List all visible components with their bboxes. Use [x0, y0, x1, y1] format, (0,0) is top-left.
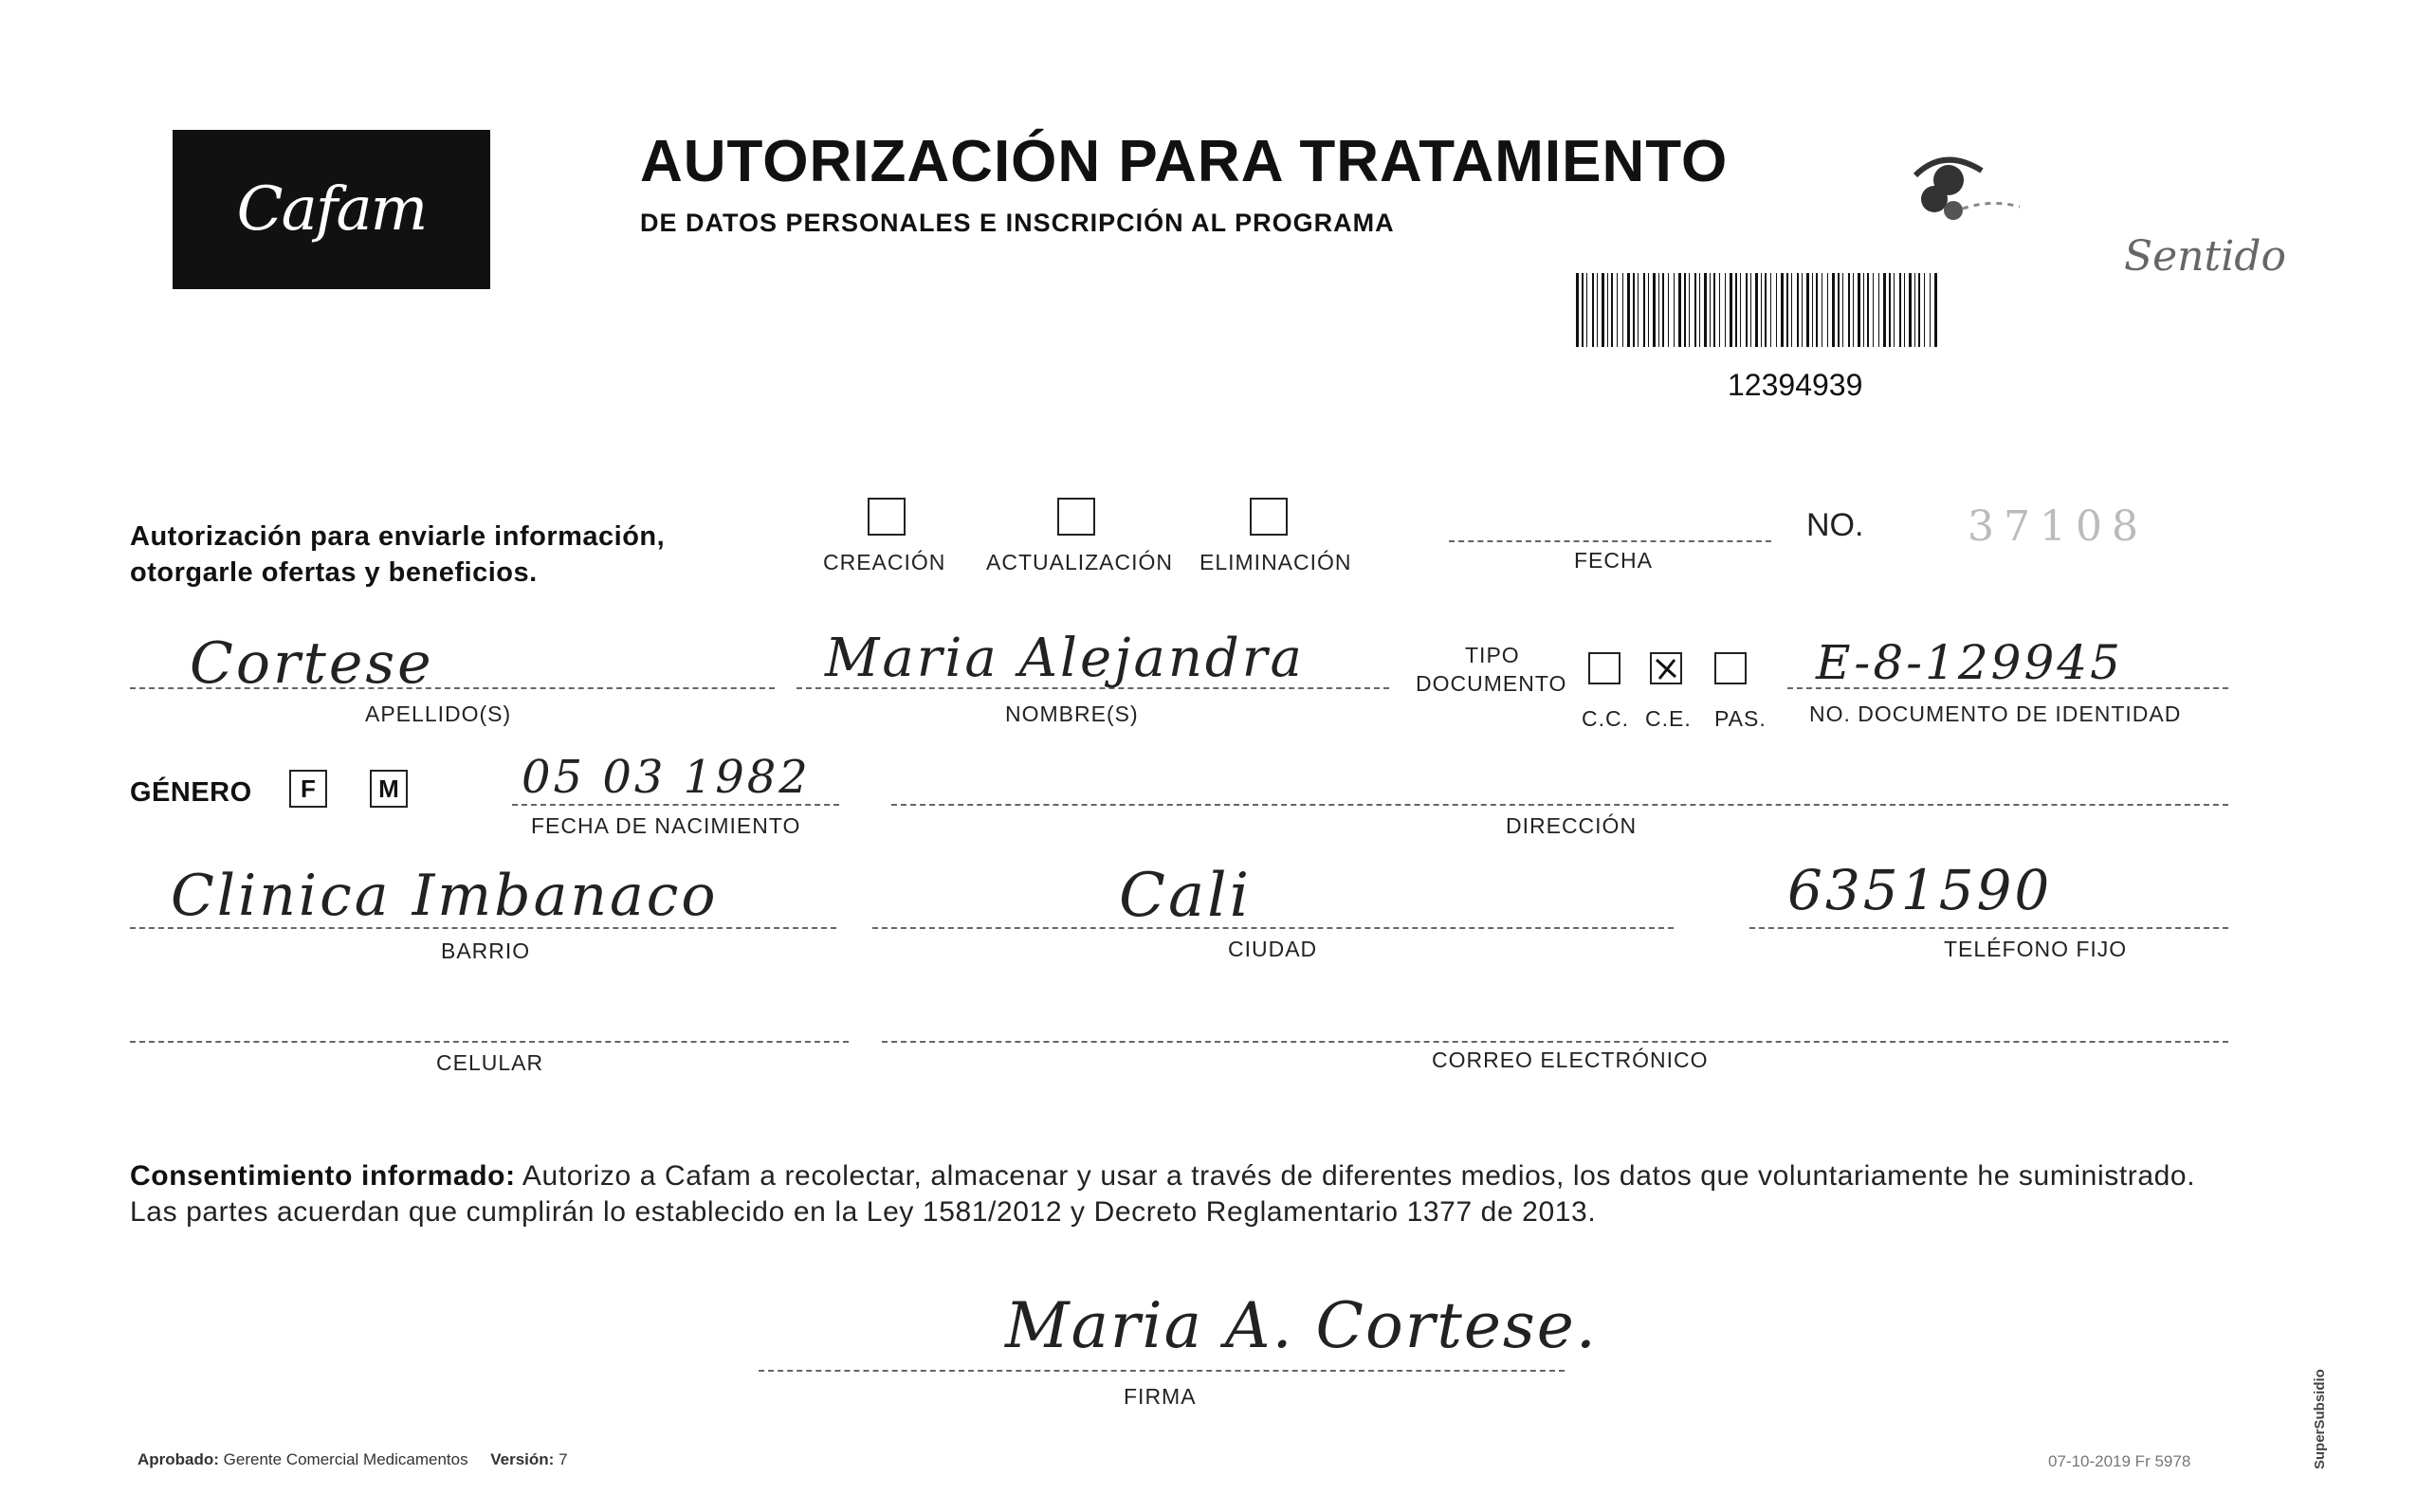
ciudad-value: Cali [1119, 861, 1253, 931]
barcode-bar [1622, 273, 1623, 347]
form-title: AUTORIZACIÓN PARA TRATAMIENTO [640, 129, 1729, 194]
barcode-bar [1658, 273, 1659, 347]
cafam-logo [173, 130, 490, 289]
pas-label: PAS. [1714, 706, 1767, 731]
barcode-bar [1889, 273, 1891, 347]
footer-left [137, 1450, 568, 1469]
nombre-value: Maria Alejandra [825, 628, 1305, 689]
creacion-label: CREACIÓN [823, 550, 946, 574]
telefono-label: TELÉFONO FIJO [1944, 937, 2128, 961]
barcode-bar [1725, 273, 1726, 347]
program-logo [1906, 142, 2286, 284]
footer-right: 07-10-2019 Fr 5978 [2048, 1452, 2191, 1470]
barcode-bar [1689, 273, 1690, 347]
logo-text: Cafam [236, 174, 427, 245]
cc-label: C.C. [1582, 706, 1629, 731]
barcode-bar [1858, 273, 1860, 347]
barcode-bar [1730, 273, 1732, 347]
barcode-bar [1586, 273, 1587, 347]
barcode-bar [1704, 273, 1707, 347]
correo-line[interactable] [882, 1041, 2228, 1043]
barcode-bar [1597, 273, 1598, 347]
genero-m-checkbox[interactable] [370, 770, 408, 808]
barcode-bar [1582, 273, 1584, 347]
barcode-bar [1765, 273, 1767, 347]
barcode-bar [1602, 273, 1604, 347]
barcode-bar [1918, 273, 1920, 347]
actualizacion-checkbox[interactable] [1057, 498, 1095, 536]
fecha-line[interactable] [1449, 540, 1771, 542]
barcode-bar [1617, 273, 1618, 347]
barcode-bar [1638, 273, 1639, 347]
barcode-bar [1899, 273, 1901, 347]
genero-f-checkbox[interactable] [289, 770, 327, 808]
barcode-bar [1832, 273, 1835, 347]
barcode-bar [1802, 273, 1803, 347]
barcode-bar [1770, 273, 1771, 347]
barcode-bar [1755, 273, 1758, 347]
barcode-bar [1930, 273, 1931, 347]
barcode-bar [1883, 273, 1886, 347]
ce-checkbox[interactable] [1650, 652, 1682, 684]
barcode-bar [1607, 273, 1608, 347]
barcode-bar [1848, 273, 1850, 347]
barcode-bar [1674, 273, 1675, 347]
barcode-bar [1934, 273, 1937, 347]
barcode-bar [1827, 273, 1828, 347]
barrio-label: BARRIO [441, 938, 531, 963]
barcode-bar [1643, 273, 1645, 347]
barcode-bar [1924, 273, 1925, 347]
fecha-nacimiento-label: FECHA DE NACIMIENTO [531, 813, 801, 838]
barcode-bar [1904, 273, 1905, 347]
barcode-bar [1797, 273, 1799, 347]
barcode-bar [1776, 273, 1777, 347]
barcode-bar [1842, 273, 1843, 347]
barcode-bar [1668, 273, 1669, 347]
barcode-bar [1816, 273, 1818, 347]
documento-value: E-8-129945 [1816, 635, 2123, 690]
barcode-bar [1746, 273, 1748, 347]
barcode-bar [1611, 273, 1613, 347]
barcode-bar [1873, 273, 1874, 347]
barcode-bar [1761, 273, 1762, 347]
eliminacion-label: ELIMINACIÓN [1199, 550, 1352, 574]
consent-text: Autorizo a Cafam a recolectar, almacenar y usar a través de diferentes medios, los datos que voluntariamente he suministrado. Las partes acuerdan que cumplirán lo establecido en la Ley 1581/2012 y Decreto Reglamentario 1377 de 2013. [130, 1160, 2196, 1228]
barcode-bar [1684, 273, 1686, 347]
tipo-documento-label-1: TIPO [1465, 643, 1520, 667]
barcode [1576, 273, 1941, 347]
firma-line[interactable] [759, 1370, 1565, 1372]
barcode-number: 12394939 [1728, 368, 1863, 402]
firma-label: FIRMA [1124, 1384, 1197, 1409]
barrio-value: Clinica Imbanaco [171, 863, 719, 929]
barcode-bar [1719, 273, 1720, 347]
pas-checkbox[interactable] [1714, 652, 1747, 684]
barcode-bar [1750, 273, 1751, 347]
eliminacion-checkbox[interactable] [1250, 498, 1288, 536]
barcode-bar [1653, 273, 1656, 347]
barcode-bar [1710, 273, 1711, 347]
barcode-bar [1678, 273, 1681, 347]
ciudad-label: CIUDAD [1228, 937, 1318, 961]
barcode-bar [1781, 273, 1784, 347]
direccion-label: DIRECCIÓN [1506, 813, 1638, 838]
genero-m-label: M [378, 774, 399, 803]
firma-value: Maria A. Cortese. [1005, 1289, 1598, 1362]
barcode-bar [1812, 273, 1813, 347]
barcode-bar [1592, 273, 1594, 347]
no-value: 37108 [1968, 502, 2148, 551]
celular-line[interactable] [130, 1041, 849, 1043]
barcode-bar [1838, 273, 1840, 347]
fecha-label: FECHA [1574, 548, 1653, 573]
barcode-bar [1662, 273, 1664, 347]
authorization-heading-line1: Autorización para enviarle información, [130, 521, 666, 552]
creacion-checkbox[interactable] [868, 498, 906, 536]
barcode-bar [1894, 273, 1895, 347]
telefono-line[interactable] [1749, 927, 2228, 929]
direccion-line[interactable] [891, 804, 2228, 806]
version-value: 7 [558, 1450, 568, 1468]
genero-f-label: F [301, 774, 316, 803]
ciudad-line[interactable] [872, 927, 1674, 929]
cc-checkbox[interactable] [1588, 652, 1620, 684]
barcode-bar [1699, 273, 1700, 347]
barcode-bar [1694, 273, 1696, 347]
barcode-bar [1806, 273, 1809, 347]
consent-bold: Consentimiento informado: [130, 1160, 516, 1192]
barcode-bar [1735, 273, 1737, 347]
barcode-bar [1878, 273, 1879, 347]
form-subtitle: DE DATOS PERSONALES E INSCRIPCIÓN AL PROGRAMA [640, 209, 1395, 237]
barcode-bar [1867, 273, 1869, 347]
vertical-brand [2312, 1270, 2340, 1469]
barcode-bar [1627, 273, 1630, 347]
telefono-value: 6351590 [1787, 858, 2053, 922]
no-label: NO. [1806, 507, 1864, 543]
aprobado-value: Gerente Comercial Medicamentos [223, 1450, 468, 1468]
barcode-bar [1853, 273, 1854, 347]
celular-label: CELULAR [436, 1050, 544, 1075]
fecha-nacimiento-value: 05 03 1982 [522, 751, 811, 804]
barcode-bar [1791, 273, 1792, 347]
vertical-brand-text: SuperSubsidio [2312, 1369, 2328, 1469]
aprobado-label: Aprobado: [137, 1450, 219, 1468]
version-label: Versión: [490, 1450, 555, 1468]
actualizacion-label: ACTUALIZACIÓN [986, 550, 1174, 574]
barcode-bar [1786, 273, 1788, 347]
nombre-label: NOMBRE(S) [1005, 701, 1139, 726]
apellido-label: APELLIDO(S) [365, 701, 512, 726]
barcode-bar [1863, 273, 1864, 347]
ce-label: C.E. [1645, 706, 1692, 731]
program-logo-text: Sentido [2124, 232, 2286, 281]
genero-label: GÉNERO [130, 777, 252, 808]
barcode-bar [1914, 273, 1915, 347]
barcode-bar [1713, 273, 1715, 347]
consent-paragraph [130, 1158, 2225, 1230]
apellido-value: Cortese [190, 630, 434, 697]
barcode-bar [1648, 273, 1649, 347]
barcode-bar [1740, 273, 1741, 347]
fecha-nacimiento-line[interactable] [512, 804, 839, 806]
tipo-documento-label-2: DOCUMENTO [1416, 671, 1567, 696]
barcode-bar [1909, 273, 1912, 347]
check-mark-icon [1652, 654, 1680, 683]
barcode-bar [1633, 273, 1635, 347]
barcode-bar [1576, 273, 1579, 347]
documento-label: NO. DOCUMENTO DE IDENTIDAD [1809, 701, 2182, 726]
authorization-heading-line2: otorgarle ofertas y beneficios. [130, 557, 538, 588]
correo-label: CORREO ELECTRÓNICO [1432, 1047, 1709, 1072]
